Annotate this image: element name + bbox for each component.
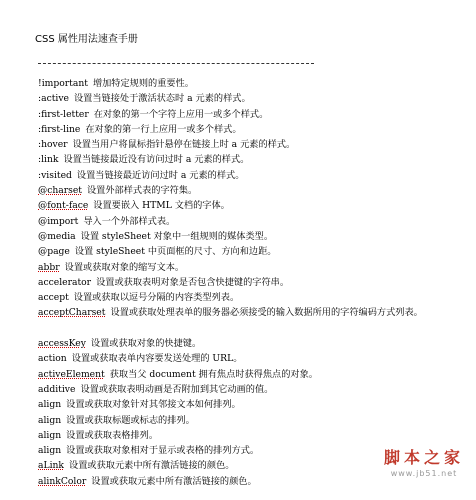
property-list: [38, 76, 458, 489]
property-entry: [38, 122, 458, 137]
property-entry: [38, 413, 458, 428]
property-description: 设置或获取对象相对于显示或表格的排列方式。: [66, 445, 260, 457]
property-description: 设置当链接最近没有访问过时 a 元素的样式。: [63, 154, 250, 166]
property-term: additive: [38, 383, 76, 395]
property-description: 设置或获取对象针对其邻接文本如何排列。: [66, 399, 241, 411]
property-description: 导入一个外部样式表。: [83, 215, 176, 227]
document-title: CSS 属性用法速查手册: [35, 34, 138, 45]
property-term: :active: [38, 93, 69, 105]
property-entry: [38, 367, 458, 382]
property-entry: [38, 168, 458, 183]
property-entry: [38, 76, 458, 91]
property-entry: [38, 137, 458, 152]
watermark-url: www.jb51.net: [390, 469, 458, 478]
property-term: @media: [38, 230, 76, 242]
property-term: abbr: [38, 261, 60, 273]
property-term: :visited: [38, 169, 72, 181]
property-term: activeElement: [38, 368, 105, 380]
property-description: 设置或获取表明对象是否包含快捷键的字符串。: [96, 276, 290, 288]
property-description: 设置或获取处理表单的服务器必须接受的输入数据所用的字符编码方式列表。: [110, 307, 423, 319]
property-term: :hover: [38, 139, 68, 151]
property-entry: [38, 214, 458, 229]
property-term: !important: [38, 78, 88, 89]
property-term: align: [38, 414, 62, 426]
property-term: alinkColor: [38, 475, 87, 487]
watermark-logo: [384, 445, 464, 478]
property-description: 设置或获取表格排列。: [66, 429, 159, 441]
dashed-divider: [38, 63, 314, 64]
property-description: 设置 styleSheet 中页面框的尺寸、方向和边距。: [74, 246, 277, 258]
property-description: 设置或获取表明动画是否附加到其它动画的值。: [80, 383, 274, 395]
property-entry: [38, 152, 458, 167]
property-term: @import: [38, 215, 79, 227]
property-description: 在对象的第一行上应用一或多个样式。: [85, 123, 242, 135]
property-term: align: [38, 399, 62, 411]
property-term: align: [38, 429, 62, 441]
property-entry: [38, 428, 458, 443]
property-description: 设置或获取元素中所有激活链接的颜色。: [91, 475, 257, 487]
property-term: :link: [38, 154, 59, 166]
watermark-brand: 脚本之家: [383, 448, 464, 467]
property-description: 设置当链接最近访问过时 a 元素的样式。: [76, 169, 245, 181]
property-description: 设置或获取表单内容要发送处理的 URL。: [71, 353, 243, 365]
property-term: :first-letter: [38, 108, 89, 120]
property-description: 设置当用户将鼠标指针悬停在链接上时 a 元素的样式。: [72, 139, 296, 151]
property-entry: [38, 198, 458, 213]
property-entry: [38, 382, 458, 397]
property-description: 设置或获取元素中所有激活链接的颜色。: [69, 460, 235, 472]
property-term: @font-face: [38, 200, 89, 212]
property-description: 设置当链接处于激活状态时 a 元素的样式。: [73, 93, 251, 105]
property-entry: [38, 260, 458, 275]
property-description: 设置或获取对象的缩写文本。: [64, 261, 185, 273]
property-term: accelerator: [38, 276, 92, 288]
property-description: 设置要嵌入 HTML 文档的字体。: [93, 200, 230, 212]
property-entry: [38, 397, 458, 412]
property-description: 增加特定规则的重要性。: [92, 78, 194, 89]
property-term: :first-line: [38, 123, 81, 135]
property-term: aLink: [38, 460, 65, 472]
property-entry: [38, 275, 458, 290]
property-term: acceptCharset: [38, 307, 106, 319]
property-description: 设置或获取标题或标志的排列。: [66, 414, 195, 426]
property-entry: [38, 244, 458, 259]
property-entry: [38, 229, 458, 244]
property-term: accept: [38, 292, 69, 304]
property-entry: [38, 336, 458, 351]
property-term: align: [38, 445, 62, 457]
property-entry: [38, 91, 458, 106]
property-term: action: [38, 353, 67, 365]
property-description: 设置 styleSheet 对象中一组规则的媒体类型。: [80, 230, 274, 242]
property-entry: [38, 351, 458, 366]
property-description: 设置或获取对象的快捷键。: [90, 338, 202, 350]
property-entry: [38, 290, 458, 305]
property-term: @page: [38, 246, 70, 258]
property-description: 设置外部样式表的字符集。: [86, 185, 198, 197]
property-entry: [38, 305, 458, 336]
property-entry: [38, 183, 458, 198]
property-description: 获取当父 document 拥有焦点时获得焦点的对象。: [109, 368, 318, 380]
property-description: 设置或获取以逗号分隔的内容类型列表。: [73, 292, 240, 304]
property-description: 在对象的第一个字符上应用一或多个样式。: [93, 108, 269, 120]
property-term: accessKey: [38, 338, 86, 350]
property-entry: [38, 107, 458, 122]
property-term: @charset: [38, 185, 82, 197]
